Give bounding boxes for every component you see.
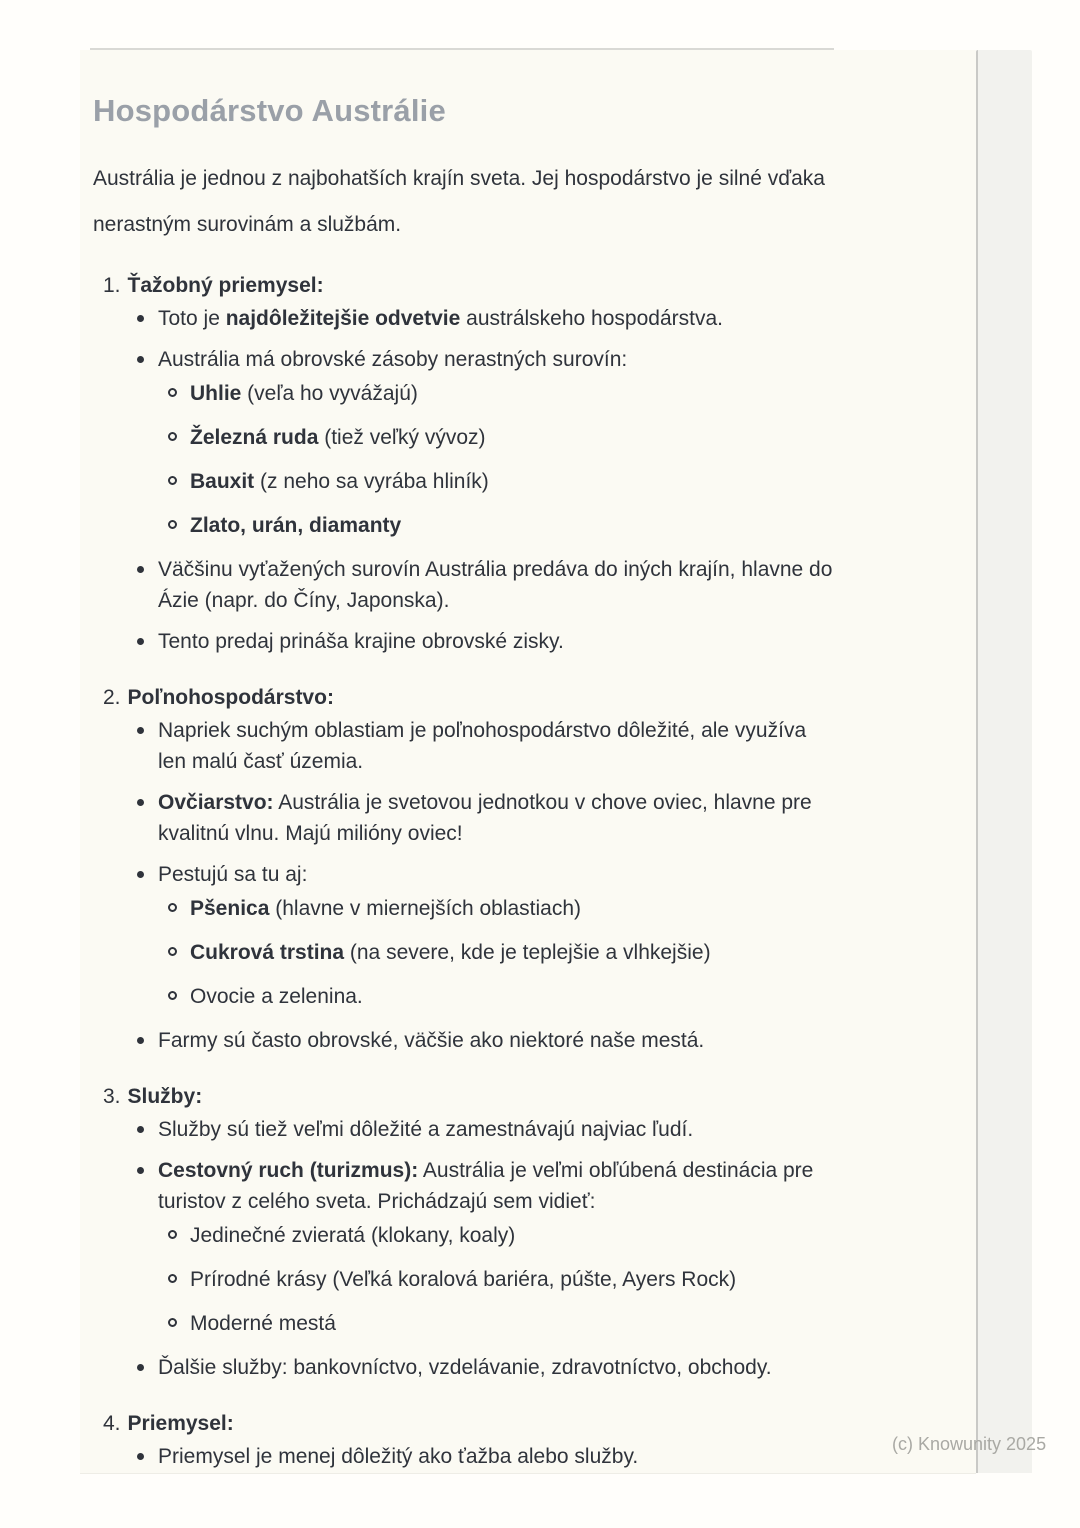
plain-text: (tiež veľký vývoz) <box>318 426 486 449</box>
plain-text: (veľa ho vyvážajú) <box>241 382 418 405</box>
plain-text: Väčšinu vyťažených surovín Austrália predáva do iných krajín, hlavne do Ázie (napr. do Číny, Japonska). <box>158 558 833 612</box>
plain-text: Austrália je veľmi obľúbená destinácia pre turistov z celého sveta. Prichádzajú sem vidieť: <box>158 1159 814 1213</box>
list-item-text <box>190 426 486 449</box>
sub-bullet-list <box>158 378 838 541</box>
numbered-list <box>93 270 838 1472</box>
list-item-text <box>190 897 581 920</box>
sub-list-item <box>190 893 838 924</box>
plain-text: Austrália má obrovské zásoby nerastných surovín: <box>158 348 628 371</box>
sub-list-item <box>190 510 838 541</box>
plain-text: Pestujú sa tu aj: <box>158 863 308 886</box>
sub-bullet-list <box>158 1220 838 1339</box>
list-item-text <box>158 1356 772 1379</box>
list-item <box>158 626 838 657</box>
list-item-text <box>158 1029 704 1052</box>
list-item-text <box>158 630 564 653</box>
bold-text: Bauxit <box>190 470 255 493</box>
list-item-text <box>190 470 489 493</box>
list-item-text <box>158 348 627 371</box>
section-item <box>93 270 838 657</box>
list-item <box>158 1114 838 1145</box>
sub-list-item <box>190 981 838 1012</box>
list-item-text <box>190 1312 336 1335</box>
section-heading <box>93 1081 838 1112</box>
section-number: 3. <box>103 1085 121 1108</box>
list-item-text <box>190 382 418 405</box>
section-heading-label: Priemysel: <box>127 1412 234 1435</box>
page-title: Hospodárstvo Austrálie <box>93 93 446 128</box>
bullet-list <box>93 1114 838 1383</box>
sub-list-item <box>190 937 838 968</box>
bold-text: Cestovný ruch (turizmus): <box>158 1159 419 1182</box>
list-item-text <box>190 1268 736 1291</box>
list-item <box>158 787 838 849</box>
document-content <box>93 92 838 1472</box>
section-number: 2. <box>103 686 121 709</box>
plain-text: Moderné mestá <box>190 1312 336 1335</box>
section-heading <box>93 270 838 301</box>
plain-text: Služby sú tiež veľmi dôležité a zamestnávajú najviac ľudí. <box>158 1118 694 1141</box>
section-heading-label: Služby: <box>127 1085 203 1108</box>
bold-text: Cukrová trstina <box>190 941 345 964</box>
list-item <box>158 1155 838 1339</box>
bullet-list <box>93 1441 838 1472</box>
list-item-text <box>158 1445 638 1468</box>
bullet-list <box>93 715 838 1056</box>
list-item-text <box>158 863 307 886</box>
bold-text: Uhlie <box>190 382 242 405</box>
section-number: 1. <box>103 274 121 297</box>
bold-text: najdôležitejšie odvetvie <box>225 307 461 330</box>
plain-text: Toto je <box>158 307 226 330</box>
sub-list-item <box>190 1220 838 1251</box>
list-item-text <box>190 941 711 964</box>
section-heading <box>93 682 838 713</box>
plain-text: Ovocie a zelenina. <box>190 985 363 1008</box>
list-item-text <box>158 1159 813 1213</box>
plain-text: Ďalšie služby: bankovníctvo, vzdelávanie, zdravotníctvo, obchody. <box>158 1356 772 1379</box>
sub-list-item <box>190 1308 838 1339</box>
plain-text: Prírodné krásy (Veľká koralová bariéra, púšte, Ayers Rock) <box>190 1268 737 1291</box>
list-item <box>158 1441 838 1472</box>
list-item <box>158 344 838 541</box>
list-item <box>158 1025 838 1056</box>
list-item <box>158 715 838 777</box>
scrollbar-track[interactable] <box>976 50 1032 1473</box>
plain-text: Napriek suchým oblastiam je poľnohospodárstvo dôležité, ale využíva len malú časť územia. <box>158 719 807 773</box>
list-item <box>158 303 838 334</box>
plain-text: Austrália je svetovou jednotkou v chove oviec, hlavne pre kvalitnú vlnu. Majú milióny oviec! <box>158 791 812 845</box>
page-top-divider <box>90 48 834 50</box>
plain-text: (z neho sa vyrába hliník) <box>254 470 489 493</box>
list-item <box>158 859 838 1012</box>
bullet-list <box>93 303 838 657</box>
plain-text: (na severe, kde je teplejšie a vlhkejšie) <box>344 941 711 964</box>
plain-text: Jedinečné zvieratá (klokany, koaly) <box>190 1224 516 1247</box>
section-heading-label: Poľnohospodárstvo: <box>127 686 334 709</box>
bold-text: Ovčiarstvo: <box>158 791 274 814</box>
section-heading <box>93 1408 838 1439</box>
list-item-text <box>158 558 832 612</box>
list-item-text <box>190 985 363 1008</box>
section-item <box>93 1081 838 1383</box>
bold-text: Pšenica <box>190 897 270 920</box>
plain-text: Farmy sú často obrovské, väčšie ako niektoré naše mestá. <box>158 1029 705 1052</box>
list-item-text <box>190 514 401 537</box>
list-item-text <box>158 307 723 330</box>
bold-text: Železná ruda <box>190 426 319 449</box>
plain-text: Tento predaj prináša krajine obrovské zisky. <box>158 630 564 653</box>
plain-text: (hlavne v miernejších oblastiach) <box>269 897 582 920</box>
intro-paragraph: Austrália je jednou z najbohatších krajín sveta. Jej hospodárstvo je silné vďaka nerastným surovinám a službám. <box>93 167 825 236</box>
list-item-text <box>158 791 812 845</box>
watermark-text: (c) Knowunity 2025 <box>892 1434 1047 1454</box>
plain-text: Priemysel je menej dôležitý ako ťažba alebo služby. <box>158 1445 639 1468</box>
plain-text: austrálskeho hospodárstva. <box>460 307 723 330</box>
sub-list-item <box>190 378 838 409</box>
bold-text: Zlato, urán, diamanty <box>190 514 402 537</box>
sub-list-item <box>190 466 838 497</box>
list-item <box>158 554 838 616</box>
section-item <box>93 682 838 1056</box>
sub-list-item <box>190 1264 838 1295</box>
list-item-text <box>158 1118 693 1141</box>
sub-list-item <box>190 422 838 453</box>
section-heading-label: Ťažobný priemysel: <box>127 274 324 297</box>
section-item <box>93 1408 838 1472</box>
section-number: 4. <box>103 1412 121 1435</box>
list-item <box>158 1352 838 1383</box>
list-item-text <box>158 719 806 773</box>
list-item-text <box>190 1224 515 1247</box>
sub-bullet-list <box>158 893 838 1012</box>
